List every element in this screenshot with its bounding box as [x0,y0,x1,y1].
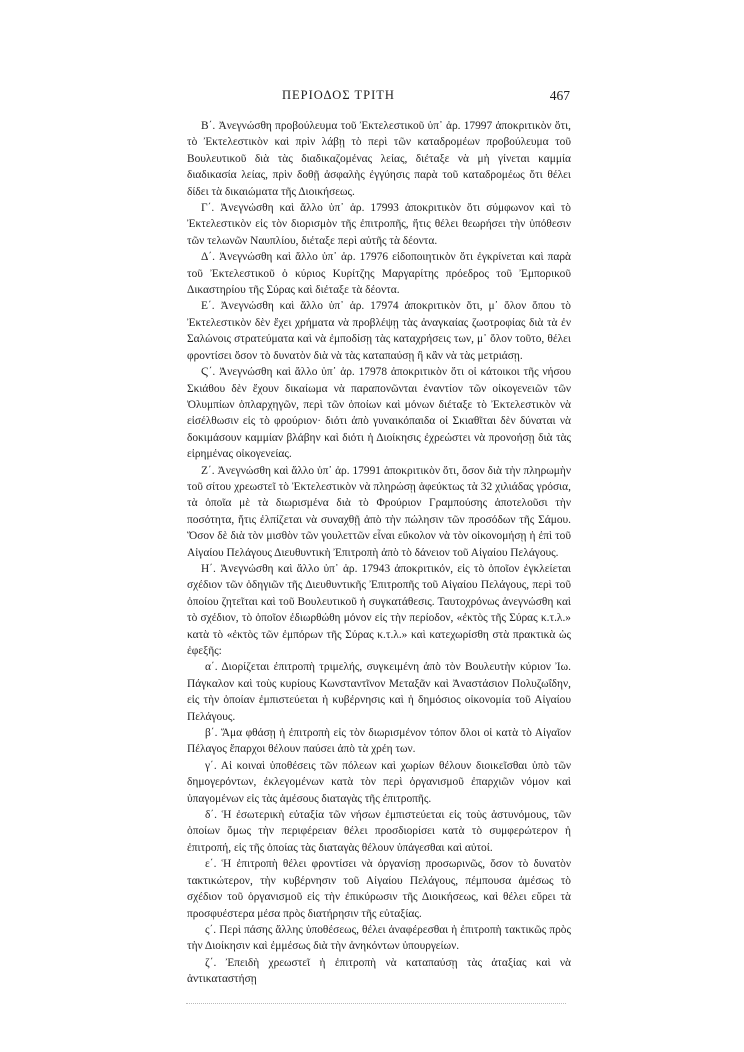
body-text [187,118,571,988]
paragraph-f: Ϛ΄. Ἀνεγνώσθη καὶ ἄλλο ὑπ᾿ ἀρ. 17978 ἀποκριτικὸν ὅτι οἱ κάτοικοι τῆς νήσου Σκιάθου δὲν ἔχουν δικαίωμα νὰ παραπονῶνται ἐναντίον τῶν οἰκογενειῶν τῶν Ὀλυμπίων ὁπλαρχηγῶν, περὶ τῶν ὁποίων καὶ μόνων διέταξε τὸ Ἐκτελεστικὸν νὰ εἰσέλθωσιν εἰς τὸ φρούριον· διότι ἀπὸ γυναικόπαιδα οἱ Σκιαθῖται δὲν δύναται νὰ δοκιμάσουν καμμίαν βλάβην καὶ διότι ἡ Διοίκησις ἐχρεώστει νὰ προνοήσῃ διὰ τὰς εἰρημένας οἰκογενείας. [187,366,571,461]
paragraph-e: Ε΄. Ἀνεγνώσθη καὶ ἄλλο ὑπ᾿ ἀρ. 17974 ἀποκριτικὸν ὅτι, μ᾿ ὅλον ὅπου τὸ Ἐκτελεστικὸν δὲν ἔχει χρήματα νὰ προβλέψῃ τὰς ἀναγκαίας ζωοτροφίας διὰ τὰ ἐν Σαλώνοις στρατεύματα καὶ νὰ ἐμποδίσῃ τὰς καταχρήσεις των, μ᾿ ὅλον τοῦτο, θέλει φροντίσει ὅσον τὸ δυνατὸν διὰ νὰ τὰς καταπαύσῃ ἢ κἂν νὰ τὰς μετριάσῃ. [187,300,571,362]
page-header [190,88,570,108]
paragraph-c: Γ΄. Ἀνεγνώσθη καὶ ἄλλο ὑπ᾿ ἀρ. 17993 ἀποκριτικὸν ὅτι σύμφωνον καὶ τὸ Ἐκτελεστικὸν εἰς τὸν διορισμὸν τῆς ἐπιτροπῆς, ἥτις θέλει θεωρήσει τὴν ὑπόθεσιν τῶν τελωνῶν Ναυπλίου, διέταξε περὶ αὐτῆς τὰ δέοντα. [187,202,571,247]
paragraph-d: Δ΄. Ἀνεγνώσθη καὶ ἄλλο ὑπ᾿ ἀρ. 17976 εἰδοποιητικὸν ὅτι ἐγκρίνεται καὶ παρὰ τοῦ Ἐκτελεστικοῦ ὁ κύριος Κυρίτζης Μαργαρίτης πρόεδρος τοῦ Ἐμπορικοῦ Δικαστηρίου τῆς Σύρας καὶ διέταξε τὰ δέοντα. [187,251,571,297]
paragraph-h: Η΄. Ἀνεγνώσθη καὶ ἄλλο ὑπ᾿ ἀρ. 17943 ἀποκριτικόν, εἰς τὸ ὁποῖον ἐγκλείεται σχέδιον τῶν ὁδηγιῶν τῆς Διευθυντικῆς Ἐπιτροπῆς τοῦ Αἰγαίου Πελάγους, περὶ τοῦ ὁποίου ζητεῖται καὶ τοῦ Βουλευτικοῦ ἡ συγκατάθεσις. Ταυτοχρόνως ἀνεγνώσθη καὶ τὸ σχέδιον, τὸ ὁποῖον ἐδιωρθώθη μόνον εἰς τὴν περίοδον, «ἐκτὸς τῆς Σύρας κ.τ.λ.» κατὰ τὸ «ἐκτὸς τῶν ἐμπόρων τῆς Σύρας κ.τ.λ.» καὶ κατεχωρίσθη στὰ πρακτικὰ ὡς ἐφεξῆς: [187,562,571,657]
running-title: ΠΕΡΙΟΔΟΣ ΤΡΙΤΗ [282,88,395,102]
instruction-f: ς΄. Περὶ πάσης ἄλλης ὑποθέσεως, θέλει ἀναφέρεσθαι ἡ ἐπιτροπὴ τακτικῶς πρὸς τὴν Διοίκησιν καὶ ἐμμέσως διὰ τὴν ἀνηκόντων ὑπουργείων. [187,923,571,953]
instruction-a: α΄. Διορίζεται ἐπιτροπὴ τριμελής, συγκειμένη ἀπὸ τὸν Βουλευτὴν κύριον Ἰω. Πάγκαλον καὶ τοὺς κυρίους Κωνσταντῖνον Μεταξᾶν καὶ Ἀναστάσιον Πολυζωΐδην, εἰς τὴν ὁποίαν ἐμπιστεύεται ἡ κυβέρνησις καὶ ἡ δημόσιος οἰκονομία τοῦ Αἰγαίου Πελάγους. [187,661,571,723]
page-number: 467 [549,88,570,103]
instruction-b: β΄. Ἅμα φθάσῃ ἡ ἐπιτροπὴ εἰς τὸν διωρισμένον τόπον ὅλοι οἱ κατὰ τὸ Αἰγαῖον Πέλαγος ἔπαρχοι θέλουν παύσει ἀπὸ τὰ χρέη των. [187,727,571,756]
scan-artifact-dotted-line [186,1003,566,1010]
paragraph-b: Β΄. Ἀνεγνώσθη προβούλευμα τοῦ Ἐκτελεστικοῦ ὑπ᾿ ἀρ. 17997 ἀποκριτικὸν ὅτι, τὸ Ἐκτελεστικὸν καὶ πρὶν λάβῃ τὸ περὶ τῶν καταδρομέων προβούλευμα τοῦ Βουλευτικοῦ διὰ τὰς διαδικαζομένας λείας, διέταξε νὰ μὴ γίνεται καμμία διαδικασία λείας, πρὶν δοθῇ ἀσφαλὴς ἐγγύησις παρὰ τοῦ καταδρομέως ὅτι θέλει δίδει τὰ δικαιώματα τῆς Διοικήσεως. [187,120,571,198]
instruction-e: ε΄. Ἡ ἐπιτροπὴ θέλει φροντίσει νὰ ὀργανίσῃ προσωρινῶς, ὅσον τὸ δυνατὸν τακτικώτερον, τὴν κυβέρνησιν τοῦ Αἰγαίου Πελάγους, πέμπουσα ἀμέσως τὸ σχέδιον τοῦ ὀργανισμοῦ εἰς τὴν ἐπικύρωσιν τῆς Διοικήσεως, καὶ θέλει εὕρει τὰ προσφυέστερα μέσα πρὸς διατήρησιν τῆς εὐταξίας. [187,858,571,920]
paragraph-g: Ζ΄. Ἀνεγνώσθη καὶ ἄλλο ὑπ᾿ ἀρ. 17991 ἀποκριτικὸν ὅτι, ὅσον διὰ τὴν πληρωμὴν τοῦ σίτου χρεωστεῖ τὸ Ἐκτελεστικὸν νὰ πληρώσῃ ἀφεύκτως τὰ 32 χιλιάδας γρόσια, τὰ ὁποῖα μὲ τὰ διωρισμένα διὰ τὸ Φρούριον Γραμπούσης ἀποτελοῦσι τὴν ποσότητα, ἥτις ἐλπίζεται νὰ συναχθῇ ἀπὸ τὴν πώλησιν τῶν προσόδων τῆς Σάμου. Ὅσον δὲ διὰ τὸν μισθὸν τῶν γουλεττῶν εἶναι εὔκολον νὰ τὸν οἰκονομήσῃ ἡ ἐπὶ τοῦ Αἰγαίου Πελάγους Διευθυντικὴ Ἐπιτροπὴ ἀπὸ τὸ δάνειον τοῦ Αἰγαίου Πελάγους. [187,464,571,559]
instruction-c: γ΄. Αἱ κοιναὶ ὑποθέσεις τῶν πόλεων καὶ χωρίων θέλουν διοικεῖσθαι ὑπὸ τῶν δημογερόντων, ἐκλεγομένων κατὰ τὸν περὶ ὀργανισμοῦ ἐπαρχιῶν νόμον καὶ ὑπαγομένων εἰς τὰς ἀμέσους διαταγὰς τῆς ἐπιτροπῆς. [187,759,571,805]
instruction-d: δ΄. Ἡ ἐσωτερικὴ εὐταξία τῶν νήσων ἐμπιστεύεται εἰς τοὺς ἀστυνόμους, τῶν ὁποίων ὅμως τὴν περιφέρειαν θέλει προσδιορίσει κατὰ τὸ συμφερώτερον ἡ ἐπιτροπή, εἰς τῆς ὁποίας τὰς διαταγὰς θέλουν ὑπάγεσθαι καὶ αὐτοί. [187,809,571,854]
instruction-g: ζ΄. Ἐπειδὴ χρεωστεῖ ἡ ἐπιτροπὴ νὰ καταπαύσῃ τὰς ἀταξίας καὶ νὰ ἀντικαταστήσῃ [187,956,571,986]
